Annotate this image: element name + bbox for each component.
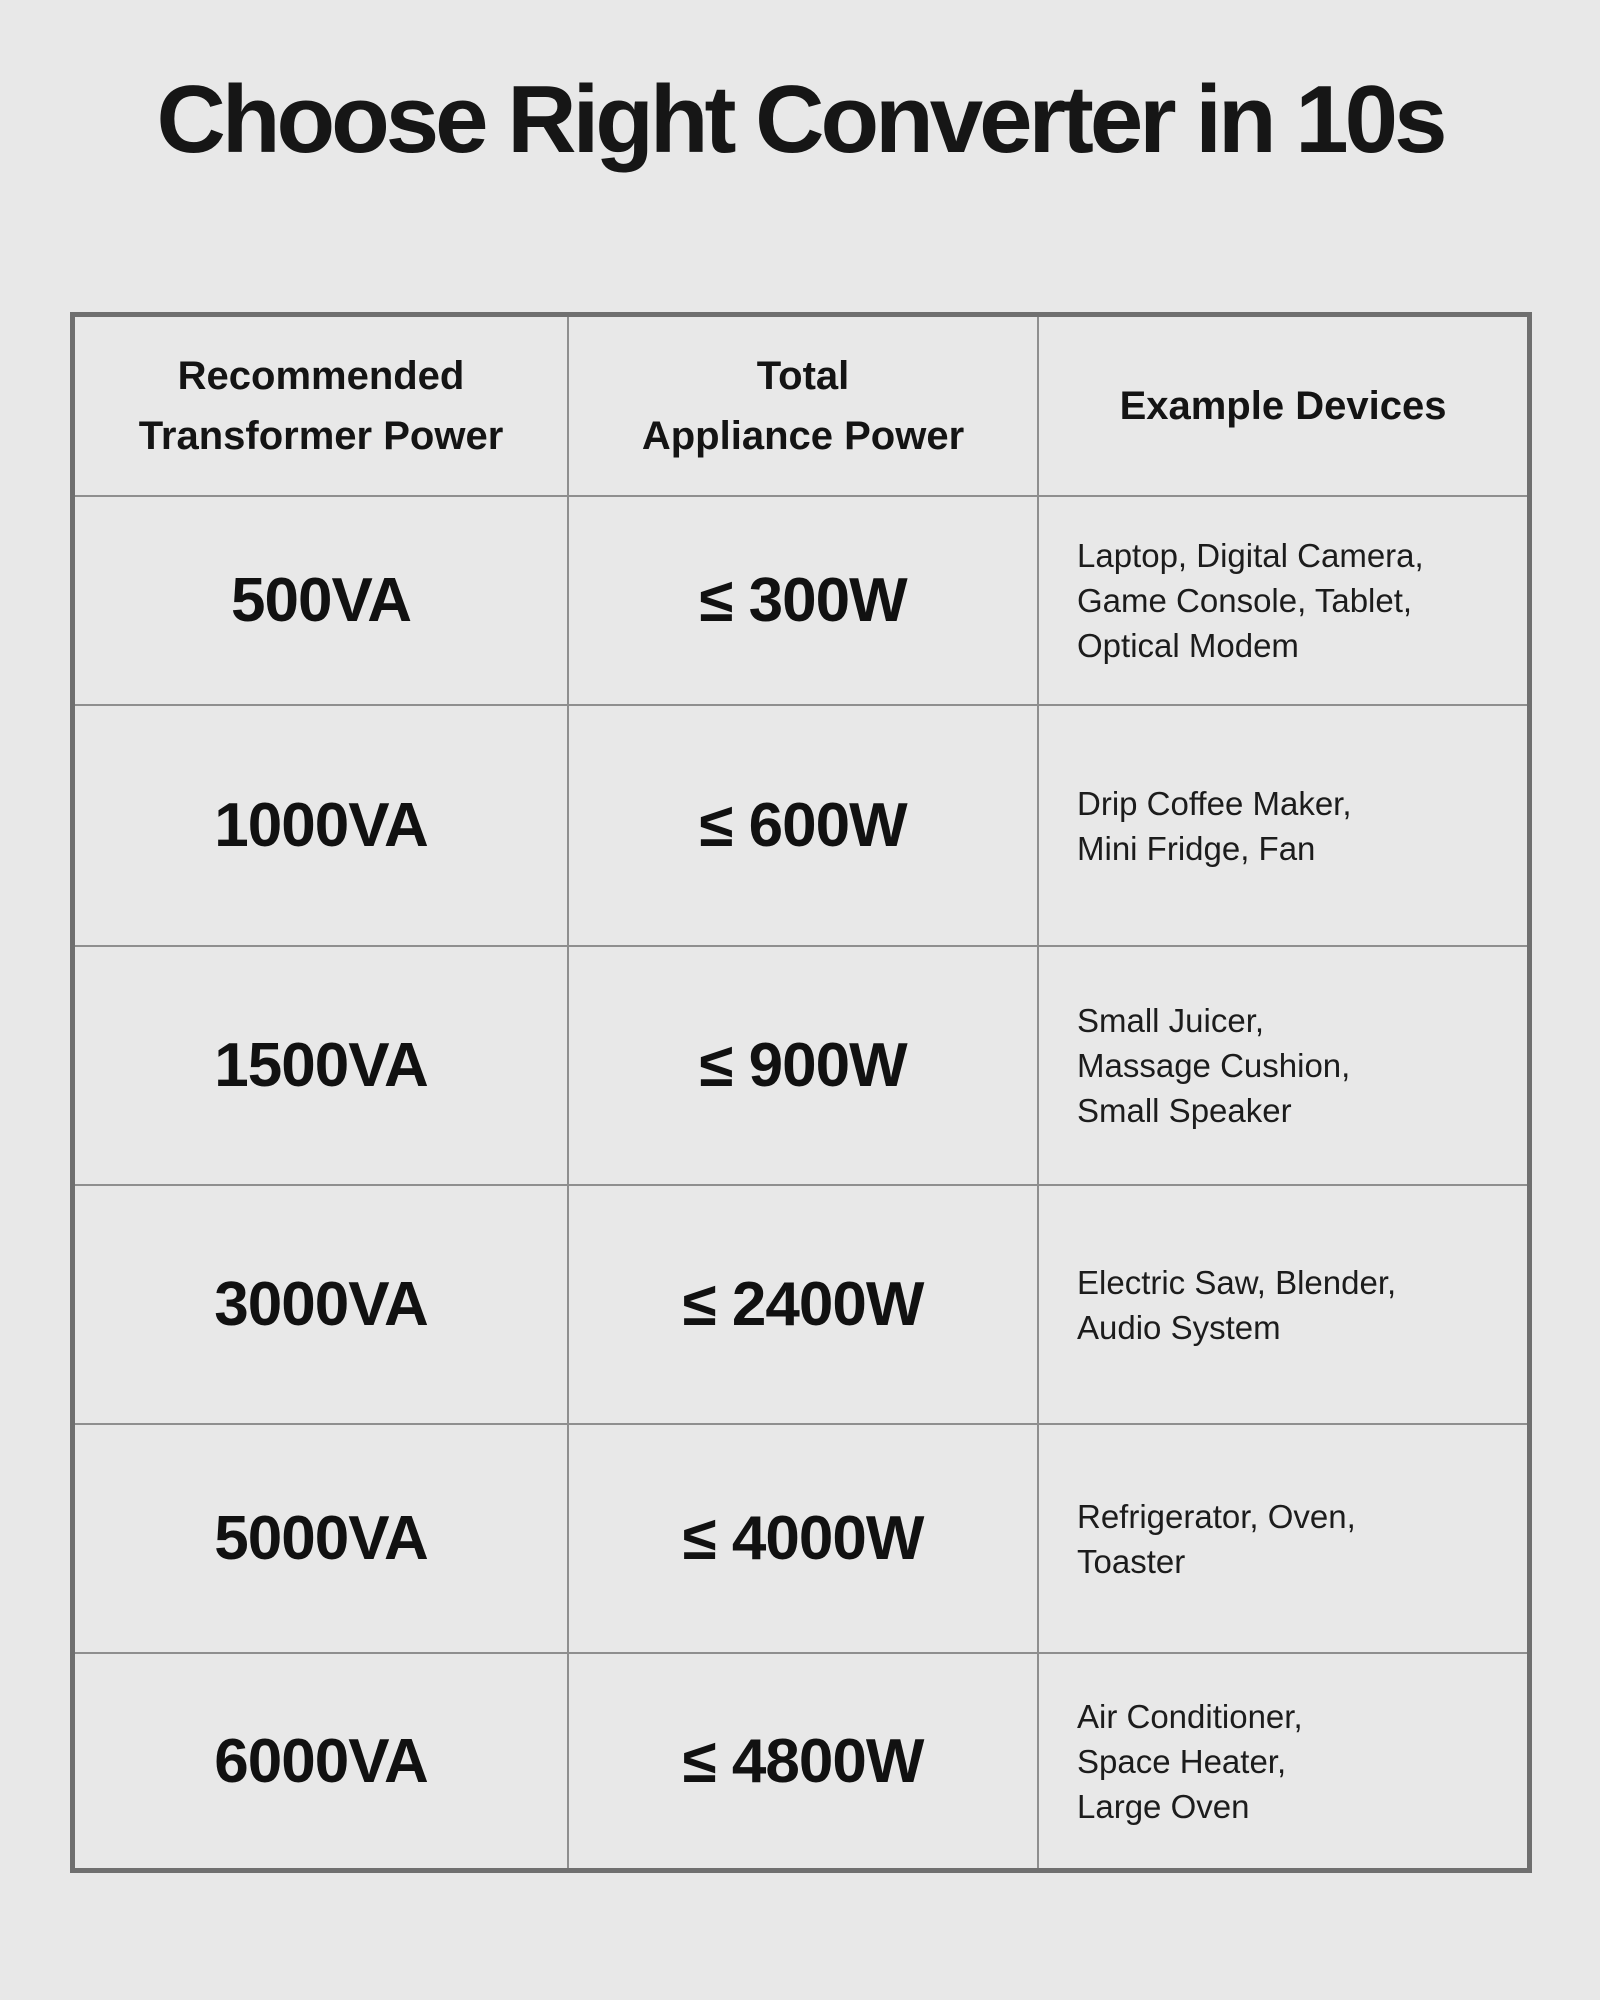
device-line: Air Conditioner, <box>1077 1697 1303 1735</box>
converter-selection-table <box>70 312 1532 1873</box>
example-devices-cell <box>1039 947 1527 1184</box>
header-line: Transformer Power <box>138 414 504 458</box>
appliance-power-cell <box>569 1186 1037 1423</box>
device-line: Toaster <box>1077 1542 1186 1580</box>
device-line: Electric Saw, Blender, <box>1077 1263 1397 1301</box>
device-line: Drip Coffee Maker, <box>1077 784 1352 822</box>
example-devices-cell <box>1039 706 1527 945</box>
transformer-power-value: 1000VA <box>214 791 428 860</box>
header-cell-example-devices <box>1039 317 1527 495</box>
header-line: Total <box>756 354 850 398</box>
appliance-power-value: ≤ 300W <box>699 566 907 635</box>
device-line: Massage Cushion, <box>1077 1047 1351 1084</box>
appliance-power-value: ≤ 900W <box>699 1031 907 1100</box>
device-line: Game Console, Tablet, <box>1077 582 1413 619</box>
header-line: Recommended <box>177 354 465 398</box>
header-line: Example Devices <box>1119 384 1447 428</box>
transformer-power-value: 3000VA <box>214 1270 428 1339</box>
transformer-power-cell <box>75 947 567 1184</box>
transformer-power-cell <box>75 1425 567 1652</box>
appliance-power-cell <box>569 706 1037 945</box>
page-title: Choose Right Converter in 10s <box>156 66 1444 173</box>
appliance-power-value: ≤ 600W <box>699 791 907 860</box>
transformer-power-cell <box>75 497 567 704</box>
appliance-power-value: ≤ 2400W <box>682 1270 924 1339</box>
device-line: Laptop, Digital Camera, <box>1077 537 1424 574</box>
header-line: Appliance Power <box>641 414 965 458</box>
transformer-power-value: 5000VA <box>214 1504 428 1573</box>
device-line: Large Oven <box>1077 1787 1250 1825</box>
transformer-power-cell <box>75 706 567 945</box>
example-devices-cell <box>1039 1654 1527 1868</box>
device-line: Small Speaker <box>1077 1092 1292 1129</box>
appliance-power-cell <box>569 1425 1037 1652</box>
transformer-power-value: 500VA <box>231 566 411 635</box>
appliance-power-value: ≤ 4000W <box>682 1504 924 1573</box>
device-line: Refrigerator, Oven, <box>1077 1497 1356 1535</box>
transformer-power-value: 1500VA <box>214 1031 428 1100</box>
appliance-power-cell <box>569 947 1037 1184</box>
transformer-power-cell <box>75 1654 567 1868</box>
device-line: Small Juicer, <box>1077 1002 1265 1039</box>
device-line: Space Heater, <box>1077 1742 1287 1780</box>
header-cell-appliance-power <box>569 317 1037 495</box>
appliance-power-value: ≤ 4800W <box>682 1726 924 1796</box>
example-devices-cell <box>1039 497 1527 704</box>
device-line: Mini Fridge, Fan <box>1077 829 1316 867</box>
example-devices-cell <box>1039 1425 1527 1652</box>
table-grid <box>75 317 1527 1868</box>
header-cell-transformer-power <box>75 317 567 495</box>
device-line: Optical Modem <box>1077 627 1299 664</box>
example-devices-cell <box>1039 1186 1527 1423</box>
appliance-power-cell <box>569 1654 1037 1868</box>
transformer-power-cell <box>75 1186 567 1423</box>
transformer-power-value: 6000VA <box>214 1726 428 1796</box>
device-line: Audio System <box>1077 1308 1281 1346</box>
appliance-power-cell <box>569 497 1037 704</box>
